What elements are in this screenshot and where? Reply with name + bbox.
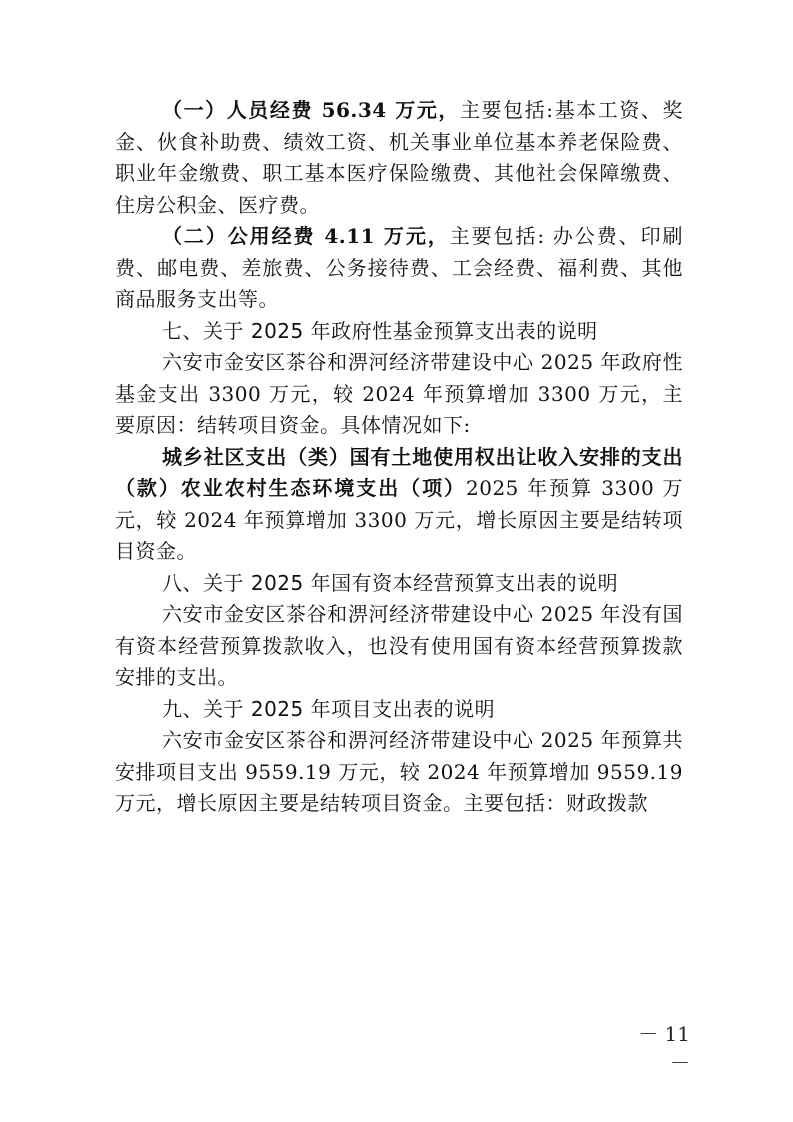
- paragraph-government-fund: 六安市金安区茶谷和淠河经济带建设中心 2025 年政府性基金支出 3300 万元，较 2024 年预算增加 3300 万元，主要原因：结转项目资金。具体情况如下:: [115, 350, 683, 437]
- paragraph-personnel-expenses: [115, 95, 683, 221]
- paragraph-state-capital: 六安市金安区茶谷和淠河经济带建设中心 2025 年没有国有资本经营预算拨款收入，也没有使用国有资本经营预算拨款安排的支出。: [115, 602, 683, 689]
- personnel-expenses-text: 主要包括:基本工资、奖金、伙食补助费、绩效工资、机关事业单位基本养老保险费、职业年金缴费、职工基本医疗保险缴费、其他社会保障缴费、住房公积金、医疗费。: [115, 98, 683, 217]
- paragraph-project-expenditure: 六安市金安区茶谷和淠河经济带建设中心 2025 年预算共安排项目支出 9559.19 万元，较 2024 年预算增加 9559.19 万元，增长原因主要是结转项目资金。主要包括：财政拨款: [115, 728, 683, 815]
- public-expenses-text: 主要包括: 办公费、印刷费、邮电费、差旅费、公务接待费、工会经费、福利费、其他商品服务支出等。: [115, 224, 683, 311]
- urban-rural-expenditure-heading: 城乡社区支出（类）国有土地使用权出让收入安排的支出（款）农业农村生态环境支出（项）: [115, 444, 683, 500]
- urban-rural-expenditure-text: 2025 年预算 3300 万元，较 2024 年预算增加 3300 万元，增长原因主要是结转项目资金。: [115, 476, 683, 563]
- section-heading-9: 九、关于 2025 年项目支出表的说明: [162, 696, 496, 721]
- public-expenses-heading: （二）公用经费 4.11 万元，: [162, 224, 450, 248]
- document-body: [115, 95, 683, 820]
- personnel-expenses-heading: （一）人员经费 56.34 万元，: [162, 98, 460, 122]
- page-number: － 11 －: [638, 1022, 690, 1075]
- paragraph-urban-rural-expenditure: [115, 442, 683, 568]
- section-heading-7: 七、关于 2025 年政府性基金预算支出表的说明: [162, 318, 598, 343]
- paragraph-public-expenses: [115, 221, 683, 316]
- section-heading-8: 八、关于 2025 年国有资本经营预算支出表的说明: [162, 570, 619, 595]
